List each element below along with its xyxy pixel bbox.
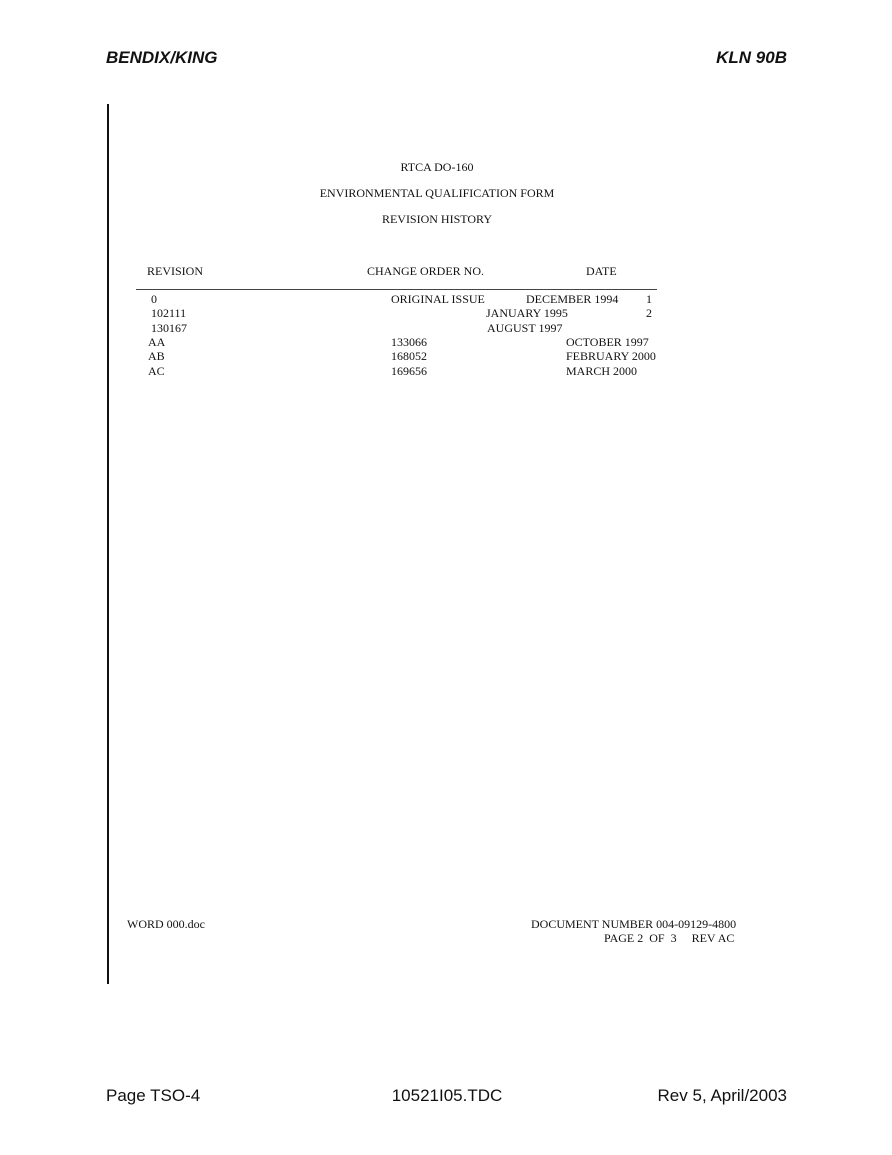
table-row-5-change-order: 169656: [391, 364, 427, 378]
table-row-4-date: FEBRUARY 2000: [566, 349, 656, 363]
doc-footer-document-number: DOCUMENT NUMBER 004-09129-4800: [531, 917, 737, 931]
page-footer-left: Page TSO-4: [106, 1086, 201, 1105]
form-title-line1: RTCA DO-160: [400, 160, 474, 174]
table-header-date: DATE: [586, 264, 617, 278]
table-row-3-date: OCTOBER 1997: [566, 335, 649, 349]
table-row-5-date: MARCH 2000: [566, 364, 638, 378]
table-row-4-change-order: 168052: [391, 349, 427, 363]
table-row-0-revision: 0: [151, 292, 157, 306]
table-row-0-date: DECEMBER 1994: [526, 292, 619, 306]
doc-footer-page-rev: PAGE 2 OF 3 REV AC: [604, 931, 735, 945]
page-footer-right: Rev 5, April/2003: [657, 1086, 787, 1105]
page-header-left: BENDIX/KING: [106, 48, 218, 67]
table-row-3-change-order: 133066: [391, 335, 427, 349]
form-title-line2: ENVIRONMENTAL QUALIFICATION FORM: [319, 186, 555, 200]
form-title-line3: REVISION HISTORY: [381, 212, 493, 226]
page-footer-center: 10521I05.TDC: [391, 1086, 503, 1105]
table-row-1-date: JANUARY 1995: [486, 306, 568, 320]
table-row-0-extra: 1: [646, 292, 652, 306]
table-row-3-revision: AA: [148, 335, 166, 349]
table-header-revision: REVISION: [147, 264, 203, 278]
table-header-rule: [136, 289, 657, 290]
page-header-right: KLN 90B: [716, 48, 787, 67]
table-row-5-revision: AC: [148, 364, 165, 378]
table-row-2-revision: 130167: [151, 321, 187, 335]
table-header-change-order: CHANGE ORDER NO.: [367, 264, 484, 278]
table-row-1-revision: 102111: [151, 306, 187, 320]
doc-footer-left: WORD 000.doc: [127, 917, 205, 931]
margin-rule: [107, 104, 109, 984]
table-row-1-extra: 2: [646, 306, 652, 320]
table-row-0-change-order: ORIGINAL ISSUE: [391, 292, 485, 306]
table-row-4-revision: AB: [148, 349, 165, 363]
table-row-2-date: AUGUST 1997: [487, 321, 563, 335]
